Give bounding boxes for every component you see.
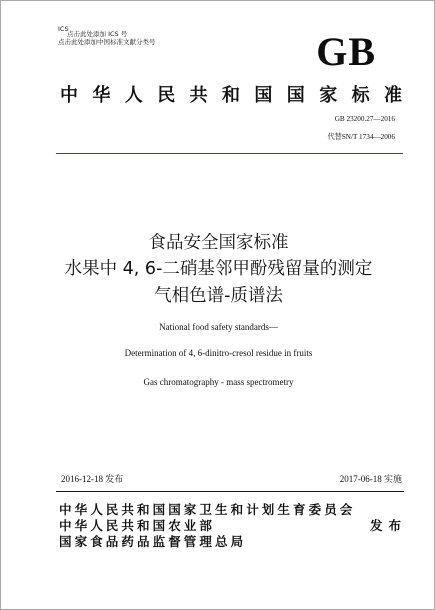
en-title-line: Gas chromatography - mass spectrometry bbox=[143, 376, 294, 387]
issuer-name: 中华人民共和国国家卫生和计划生育委员会 bbox=[59, 501, 356, 517]
gb-logo: GB bbox=[316, 29, 376, 74]
ics-label: ICS bbox=[58, 25, 69, 33]
standard-number: GB 23200.27—2016 bbox=[334, 114, 395, 123]
standard-category-title: 中 华 人 民 共 和 国 国 家 标 准 bbox=[60, 85, 402, 106]
zh-title-line: 食品安全国家标准 bbox=[148, 232, 289, 253]
implementation-date: 2017-06-18 实施 bbox=[339, 473, 402, 484]
zh-title-line: 水果中 4, 6-二硝基邻甲酚残留量的测定 bbox=[64, 258, 373, 279]
en-title-line: Determination of 4, 6-dinitro-cresol residue in fruits bbox=[124, 347, 313, 358]
issuer-action-label: 发布 bbox=[370, 517, 408, 533]
issuer-name: 国家食品药品监督管理总局 bbox=[59, 533, 247, 549]
issue-date: 2016-12-18 发布 bbox=[61, 473, 124, 484]
ics-number-field[interactable]: 点击此处添加 ICS 号 bbox=[67, 30, 128, 38]
ccs-number-field[interactable]: 点击此处添加中国标准文献分类号 bbox=[58, 38, 156, 46]
header-divider bbox=[56, 153, 403, 154]
issuer-name: 中华人民共和国农业部 bbox=[59, 517, 216, 533]
footer-divider bbox=[56, 491, 404, 492]
replaced-standard: 代替SN/T 1734—2006 bbox=[327, 132, 395, 141]
zh-title-line: 气相色谱-质谱法 bbox=[154, 285, 283, 306]
en-title-line: National food safety standards— bbox=[159, 321, 278, 332]
